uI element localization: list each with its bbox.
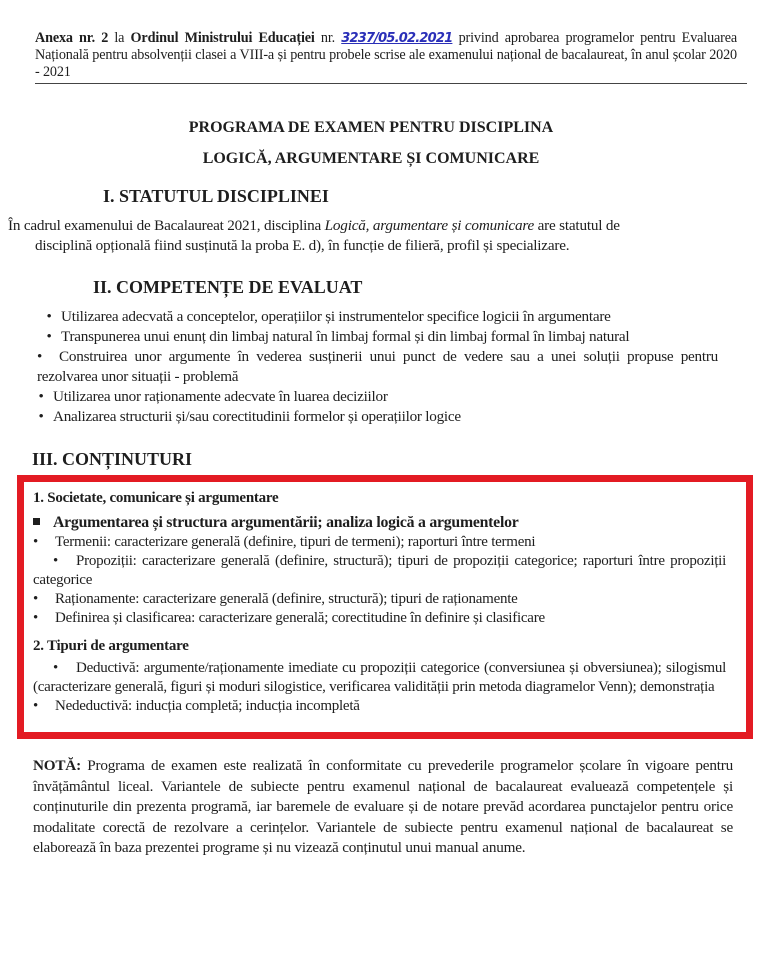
bullet-icon: •	[33, 591, 39, 607]
square-bullet-icon	[33, 518, 40, 525]
statut-text-line2: disciplină opțională fiind susținută la proba E. d), în funcție de filieră, profil și specializare.	[35, 237, 570, 254]
bullet-icon: •	[33, 534, 39, 550]
handwritten-order-number: 3237/05.02.2021	[341, 31, 453, 46]
competenta-text: Transpunerea unui enunț din limbaj natural în limbaj formal și din limbaj formal în limbaj natural	[61, 328, 630, 345]
content-text: Propoziții: caracterizare generală (definire, structură); tipuri de propoziții categorice; raporturi între propoziții categorice	[33, 553, 726, 588]
nr-text: nr.	[320, 30, 336, 46]
document-header	[35, 30, 737, 81]
highlight-box	[17, 475, 753, 739]
statut-text-before: În cadrul examenului de Bacalaureat 2021, disciplina	[8, 217, 325, 234]
continuturi-content	[33, 489, 733, 716]
list-item	[0, 387, 740, 407]
bullet-icon: •	[53, 553, 59, 569]
content-text: Raționamente: caracterizare generală (definire, structură); tipuri de raționamente	[55, 591, 518, 607]
list-item	[33, 609, 733, 628]
content-text: Termenii: caracterizare generală (definire, tipuri de termeni); raporturi între termeni	[55, 534, 536, 550]
bullet-icon: •	[33, 610, 39, 626]
competenta-text: Utilizarea adecvată a conceptelor, operațiilor și instrumentelor specifice logicii în argumentare	[61, 308, 611, 325]
nota-paragraph	[33, 756, 733, 859]
list-item	[33, 533, 733, 552]
list-item	[33, 659, 726, 697]
competenta-text: Utilizarea unor raționamente adecvate în luarea deciziilor	[53, 388, 388, 405]
bullet-icon: •	[33, 698, 39, 714]
content-text: Deductivă: argumente/raționamente imediate cu propoziții categorice (conversiunea și obversiunea); silogismul (caracterizare generală, figuri și moduri silogistice, verificarea validității prin metoda diagramelor Venn); demonstrația	[33, 660, 726, 695]
topic-heading	[33, 513, 733, 533]
competenta-text: Construirea unor argumente în vederea susținerii unui punct de vedere sau a unei soluții propuse pentru rezolvarea unor situații - problemă	[37, 348, 718, 385]
list-item	[33, 552, 726, 590]
statut-paragraph	[8, 216, 732, 256]
list-item	[0, 307, 740, 327]
topic-text: Argumentarea și structura argumentării; analiza logică a argumentelor	[53, 514, 519, 531]
competente-list	[0, 307, 740, 427]
bullet-icon: •	[38, 408, 44, 425]
competenta-text: Analizarea structurii și/sau corectitudinii formelor și operațiilor logice	[53, 408, 461, 425]
content-text: Definirea și clasificarea: caracterizare generală; corectitudine în definire și clasificare	[55, 610, 545, 626]
content-text: Nedeductivă: inducția completă; inducția incompletă	[55, 698, 360, 714]
subsection-heading-tipuri: 2. Tipuri de argumentare	[33, 638, 189, 654]
nota-text: Programa de examen este realizată în conformitate cu prevederile programelor școlare în vigoare pentru învățământul liceal. Variantele de subiecte pentru examenul național de bacalaureat evaluează competențele și conținuturile din prezenta programă, iar baremele de evaluare și de notare prevăd acordarea punctajelor pentru orice modalitate corectă de rezolvare a cerințelor. Variantele de subiecte pentru examenul național de bacalaureat se elaborează în baza prezentei programe și nu vizează conținutul unui manual anume.	[33, 757, 733, 856]
header-rest-text: privind aprobarea programelor pentru Evaluarea Națională pentru absolvenții clasei a VIII-a și pentru probele scrise ale examenului național de bacalaureat, în anul școlar 2020 - 2021	[35, 30, 738, 80]
section-heading-statut: I. STATUTUL DISCIPLINEI	[103, 186, 329, 206]
bullet-icon: •	[53, 660, 59, 676]
statut-text-after: are statutul de	[534, 217, 620, 234]
anexa-label: Anexa nr. 2	[35, 30, 109, 46]
subsection-heading-societate: 1. Societate, comunicare și argumentare	[33, 490, 279, 506]
document-title: PROGRAMA DE EXAMEN PENTRU DISCIPLINA	[188, 119, 554, 136]
section-heading-competente: II. COMPETENȚE DE EVALUAT	[93, 277, 363, 297]
list-item	[0, 327, 740, 347]
section-heading-continuturi: III. CONȚINUTURI	[32, 449, 193, 469]
bullet-icon: •	[46, 308, 52, 325]
list-item	[0, 347, 718, 387]
la-text: la	[114, 30, 125, 46]
ordin-label: Ordinul Ministrului Educației	[130, 30, 315, 46]
bullet-icon: •	[46, 328, 52, 345]
nota-label: NOTĂ:	[33, 757, 81, 774]
discipline-title: LOGICĂ, ARGUMENTARE ȘI COMUNICARE	[202, 150, 540, 167]
list-item	[0, 407, 740, 427]
list-item	[33, 697, 733, 716]
bullet-icon: •	[37, 348, 43, 365]
bullet-icon: •	[38, 388, 44, 405]
header-divider	[35, 83, 747, 84]
statut-discipline-name: Logică, argumentare și comunicare	[324, 217, 535, 234]
list-item	[33, 590, 733, 609]
